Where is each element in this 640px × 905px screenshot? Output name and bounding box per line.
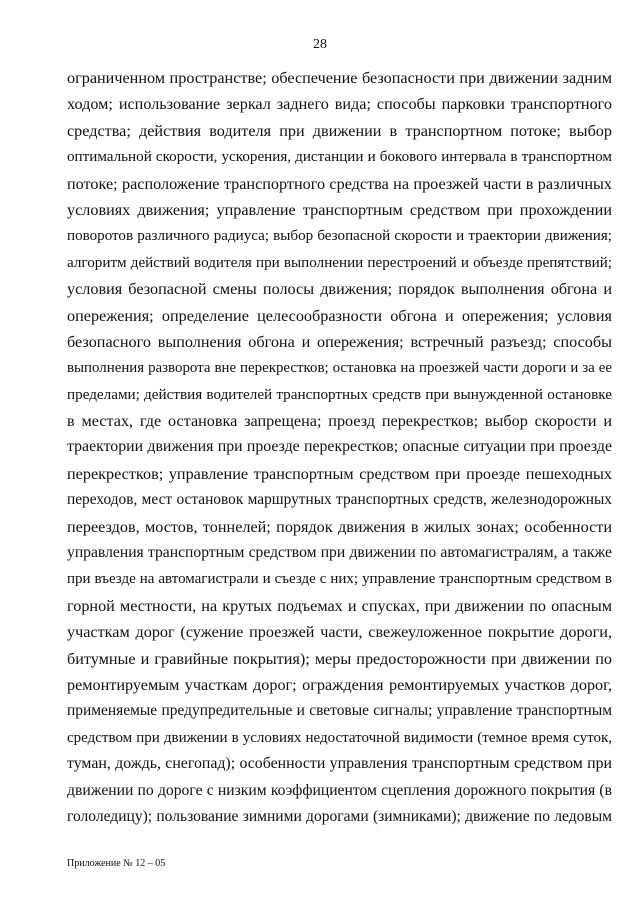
text-line: перекрестков; управление транспортным средством при проезде пешеходных bbox=[67, 464, 612, 483]
text-line: опережения; определение целесообразности обгона и опережения; условия bbox=[67, 306, 612, 325]
text-line: применяемые предупредительные и световые сигналы; управление транспортным bbox=[67, 702, 612, 720]
text-line: при въезде на автомагистрали и съезде с них; управление транспортным средством в bbox=[67, 571, 612, 588]
text-line: переходов, мест остановок маршрутных транспортных средств, железнодорожных bbox=[67, 491, 612, 509]
text-line: условия безопасной смены полосы движения; порядок выполнения обгона и bbox=[67, 280, 612, 299]
text-line: поворотов различного радиуса; выбор безопасной скорости и траектории движения; bbox=[67, 228, 612, 245]
text-line: потоке; расположение транспортного средства на проезжей части в различных bbox=[67, 174, 612, 193]
text-line: управления транспортным средством при движении по автомагистралям, а также bbox=[67, 544, 612, 562]
footer-note: Приложение № 12 – 05 bbox=[67, 858, 166, 869]
text-line: средством при движении в условиях недостаточной видимости (темное время суток, bbox=[67, 729, 612, 746]
text-line: ремонтируемым участкам дорог; ограждения ремонтируемых участков дорог, bbox=[67, 675, 612, 694]
text-line: условиях движения; управление транспортным средством при прохождении bbox=[67, 200, 612, 219]
text-line: средства; действия водителя при движении в транспортном потоке; выбор bbox=[67, 121, 612, 140]
text-line: переездов, мостов, тоннелей; порядок движения в жилых зонах; особенности bbox=[67, 517, 612, 536]
page-number: 28 bbox=[313, 37, 327, 52]
text-line: гололедицу); пользование зимними дорогами (зимниками); движение по ледовым bbox=[67, 807, 612, 825]
text-line: оптимальной скорости, ускорения, дистанции и бокового интервала в транспортном bbox=[67, 149, 612, 166]
text-line: горной местности, на крутых подъемах и спусках, при движении по опасным bbox=[67, 596, 612, 615]
text-line: туман, дождь, снегопад); особенности управления транспортным средством при bbox=[67, 755, 612, 773]
text-line: участкам дорог (сужение проезжей части, свежеуложенное покрытие дороги, bbox=[67, 623, 612, 642]
text-line: ограниченном пространстве; обеспечение безопасности при движении задним bbox=[67, 69, 612, 87]
text-line: алгоритм действий водителя при выполнении перестроений и объезде препятствий; bbox=[67, 254, 612, 271]
text-line: безопасного выполнения обгона и опережения; встречный разъезд; способы bbox=[67, 332, 612, 351]
text-line: траектории движения при проезде перекрестков; опасные ситуации при проезде bbox=[67, 438, 612, 456]
text-line: выполнения разворота вне перекрестков; остановка на проезжей части дороги и за ее bbox=[67, 360, 612, 377]
body-text bbox=[67, 69, 612, 834]
text-line: в местах, где остановка запрещена; проезд перекрестков; выбор скорости и bbox=[67, 412, 612, 431]
text-line: ходом; использование зеркал заднего вида; способы парковки транспортного bbox=[67, 95, 612, 114]
text-line: пределами; действия водителей транспортных средств при вынужденной остановке bbox=[67, 385, 612, 403]
text-line: движении по дороге с низким коэффициентом сцепления дорожного покрытия (в bbox=[67, 781, 612, 799]
text-line: битумные и гравийные покрытия); меры предосторожности при движении по bbox=[67, 649, 612, 668]
